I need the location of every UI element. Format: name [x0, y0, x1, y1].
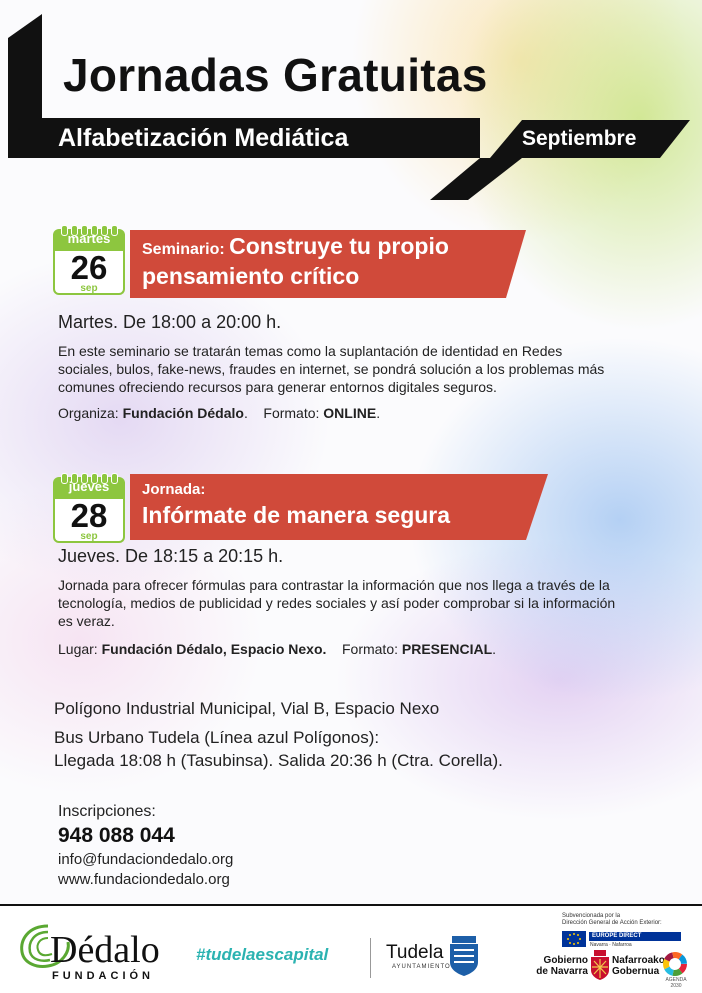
registration-email[interactable]: info@fundaciondedalo.org: [58, 851, 234, 868]
event-1-title-line1: Construye tu propio: [229, 233, 449, 259]
eu-subsidy-line2: Dirección General de Acción Exterior:: [562, 920, 662, 926]
event-2-location: Fundación Dédalo, Espacio Nexo.: [101, 641, 327, 657]
calendar-icon-event-2: [53, 473, 125, 541]
event-1-banner: [142, 233, 512, 290]
header-bracket: [8, 14, 42, 118]
europe-direct-badge: EUROPE DIRECT: [589, 932, 681, 941]
gobierno-es-line1: Gobierno: [543, 955, 588, 966]
gobierno-navarra-es: [532, 955, 588, 977]
calendar-icon-event-1: [53, 225, 125, 293]
registration-website[interactable]: www.fundaciondedalo.org: [58, 871, 230, 888]
tudela-logo-name: Tudela: [386, 942, 444, 963]
event-1-type: Seminario:: [142, 241, 225, 258]
navarra-coat-of-arms-icon: [590, 950, 610, 980]
event-1-schedule: Martes. De 18:00 a 20:00 h.: [58, 312, 282, 332]
agenda-line2: 2030: [670, 983, 682, 989]
eu-flag-icon: [562, 931, 586, 947]
event-2-meta: Lugar: Fundación Dédalo, Espacio Nexo. Formato: PRESENCIAL.: [58, 641, 497, 657]
calendar-day: 26: [70, 249, 108, 286]
event-2-title-line1: Infórmate de manera segura: [142, 502, 451, 528]
gobierno-navarra-eu: [612, 955, 665, 977]
gobierno-es-line2: de Navarra: [536, 966, 588, 977]
calendar-day: 28: [70, 497, 108, 534]
event-1-meta1-label: Organiza:: [58, 405, 119, 421]
bus-info-line1: Bus Urbano Tudela (Línea azul Polígonos):: [54, 728, 380, 747]
calendar-month: sep: [80, 283, 98, 294]
registration-phone[interactable]: 948 088 044: [58, 824, 175, 847]
address: Polígono Industrial Municipal, Vial B, Espacio Nexo: [54, 699, 440, 718]
event-1-organizer: Fundación Dédalo: [122, 405, 244, 421]
bus-info-line2: Llegada 18:08 h (Tasubinsa). Salida 20:36 h (Ctra. Corella).: [54, 751, 503, 770]
registration-label: Inscripciones:: [58, 803, 156, 820]
event-1-title-line2: pensamiento crítico: [142, 263, 360, 289]
eu-region: Navarra · Nafarroa: [590, 942, 632, 948]
footer-separator: [370, 938, 371, 978]
dedalo-logo-name: Dédalo: [50, 929, 160, 971]
event-1-meta: Organiza: Fundación Dédalo. Formato: ONLINE.: [58, 405, 381, 421]
event-2-schedule: Jueves. De 18:15 a 20:15 h.: [58, 546, 284, 566]
gobierno-eu-line1: Nafarroako: [612, 955, 665, 966]
eu-subsidy-line1: Subvencionada por la: [562, 913, 621, 919]
event-1-format: ONLINE: [323, 405, 377, 421]
eu-subsidy-text: [562, 913, 662, 927]
gobierno-eu-line2: Gobernua: [612, 966, 660, 977]
event-2-meta2-label: Formato:: [341, 641, 398, 657]
agenda-2030-wheel-icon: [662, 951, 688, 977]
agenda-line1: AGENDA: [665, 977, 687, 983]
calendar-weekday: martes: [67, 231, 111, 246]
tudela-logo-sub: AYUNTAMIENTO: [392, 964, 451, 970]
header-zigzag: [430, 158, 522, 200]
month-label: Septiembre: [522, 127, 637, 150]
event-2-format: PRESENCIAL: [401, 641, 493, 657]
event-2-meta1-label: Lugar:: [58, 641, 98, 657]
event-1-meta2-label: Formato:: [263, 405, 320, 421]
event-2-banner: [142, 481, 532, 529]
event-2-type: Jornada:: [142, 481, 206, 498]
dedalo-logo-sub: FUNDACIÓN: [52, 970, 154, 982]
page-subtitle: Alfabetización Mediática: [58, 124, 349, 152]
hashtag-logo: #tudelaescapital: [196, 945, 329, 964]
calendar-month: sep: [80, 531, 98, 542]
agenda-2030-label: [660, 977, 692, 989]
event-2-description: Jornada para ofrecer fórmulas para contrastar la información que nos llega a través de la tecnología, medios de publicidad y redes sociales y así poder comprobar si la información es veraz.: [58, 577, 616, 629]
tudela-shield-icon: [448, 936, 480, 976]
calendar-weekday: jueves: [68, 479, 110, 494]
page-title: Jornadas Gratuitas: [63, 49, 488, 101]
event-1-description: En este seminario se tratarán temas como la suplantación de identidad en Redes sociales, bulos, fake-news, fraudes en internet, se pondrá solución a los problemas más comunes ofreciendo recursos para generar entornos digitales seguros.: [58, 343, 605, 395]
